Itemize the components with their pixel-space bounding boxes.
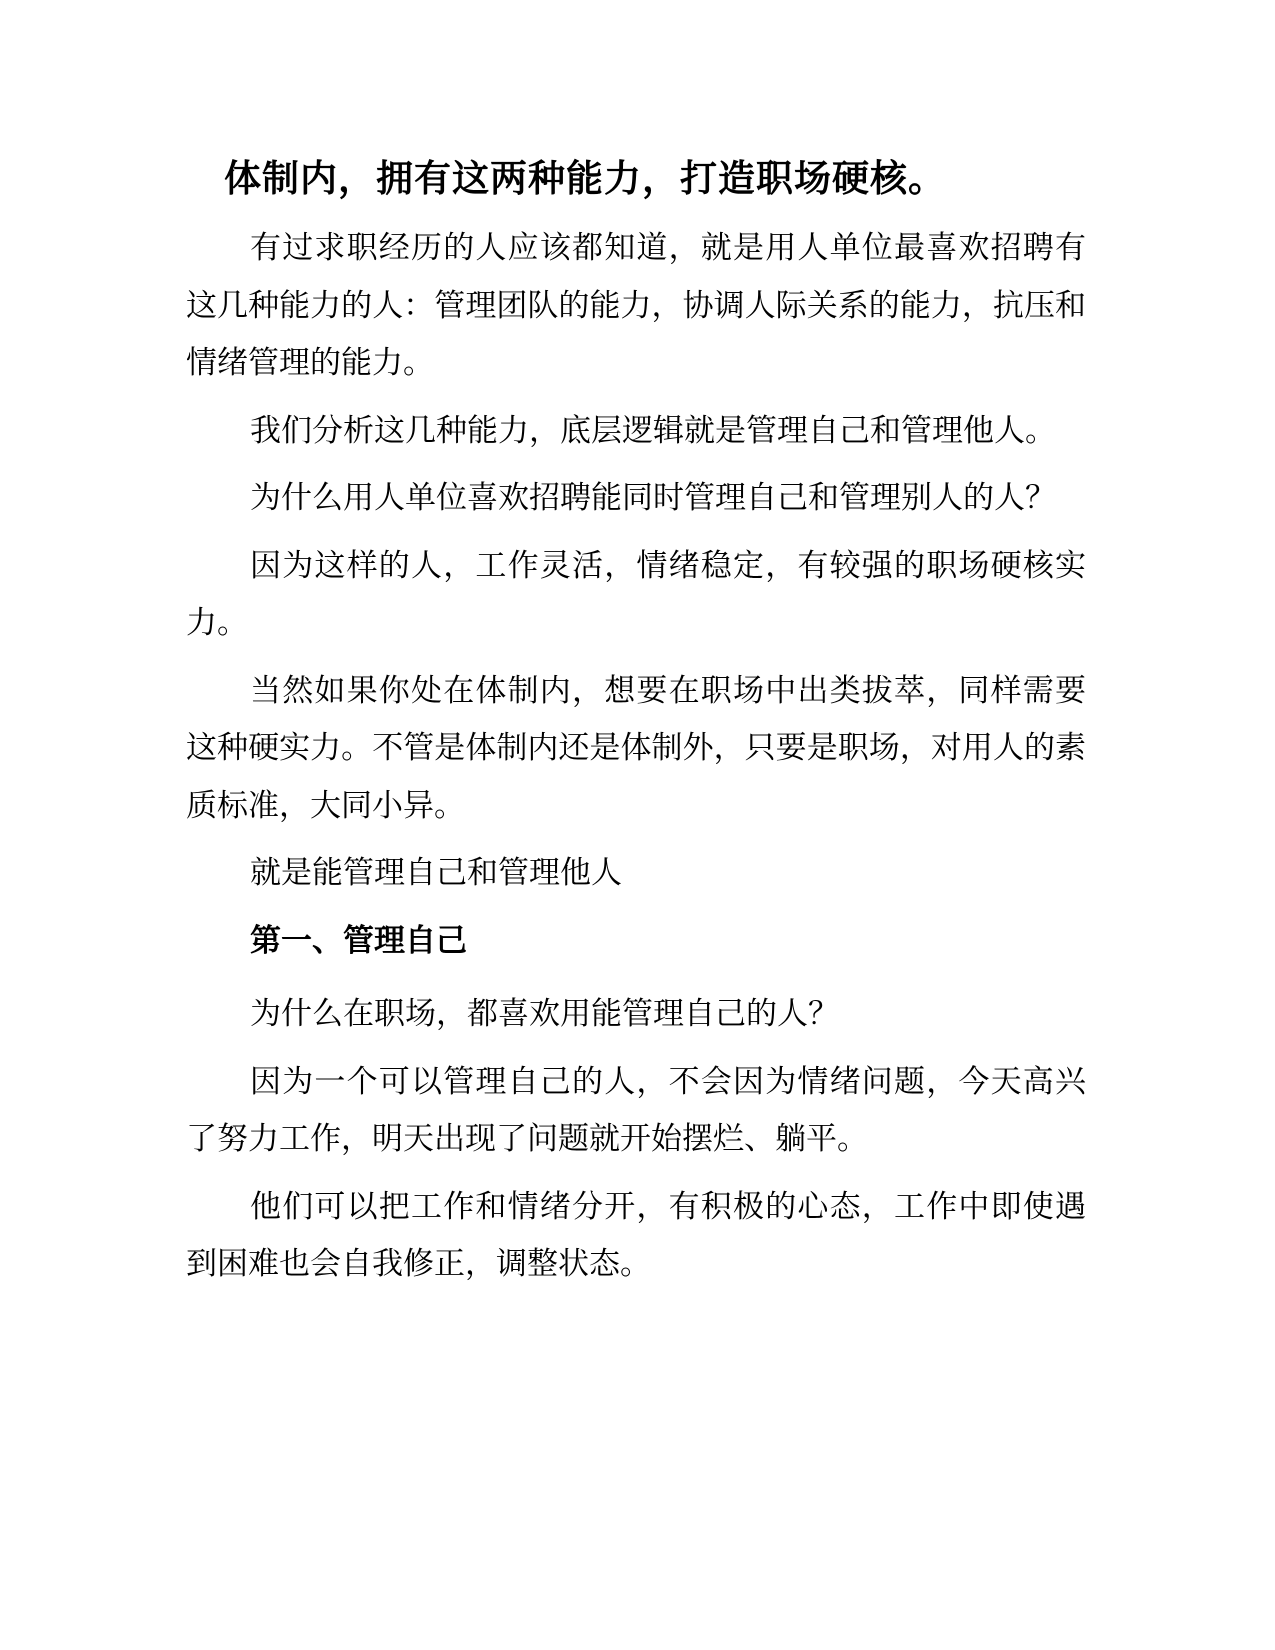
section-heading-manage-self: 第一、管理自己	[250, 922, 467, 959]
paragraph-summary: 就是能管理自己和管理他人	[250, 855, 622, 891]
document-title: 体制内，拥有这两种能力，打造职场硬核。	[224, 157, 946, 200]
paragraph-attitude: 他们可以把工作和情绪分开，有积极的心态，工作中即使遇到困难也会自我修正，调整状态。	[186, 1188, 1086, 1282]
paragraph-question: 为什么用人单位喜欢招聘能同时管理自己和管理别人的人？	[250, 480, 1056, 516]
paragraph-analysis: 我们分析这几种能力，底层逻辑就是管理自己和管理他人。	[250, 412, 1056, 449]
paragraph-why-self: 为什么在职场，都喜欢用能管理自己的人？	[250, 996, 839, 1032]
paragraph-reason: 因为一个可以管理自己的人，不会因为情绪问题，今天高兴了努力工作，明天出现了问题就开始摆烂、躺平。	[186, 1063, 1086, 1157]
paragraph-answer: 因为这样的人，工作灵活，情绪稳定，有较强的职场硬核实力。	[186, 547, 1086, 641]
document-body	[186, 148, 1086, 1304]
paragraph-system: 当然如果你处在体制内，想要在职场中出类拔萃，同样需要这种硬实力。不管是体制内还是体制外，只要是职场，对用人的素质标准，大同小异。	[186, 672, 1086, 824]
paragraph-intro: 有过求职经历的人应该都知道，就是用人单位最喜欢招聘有这几种能力的人：管理团队的能力，协调人际关系的能力，抗压和情绪管理的能力。	[186, 230, 1086, 381]
